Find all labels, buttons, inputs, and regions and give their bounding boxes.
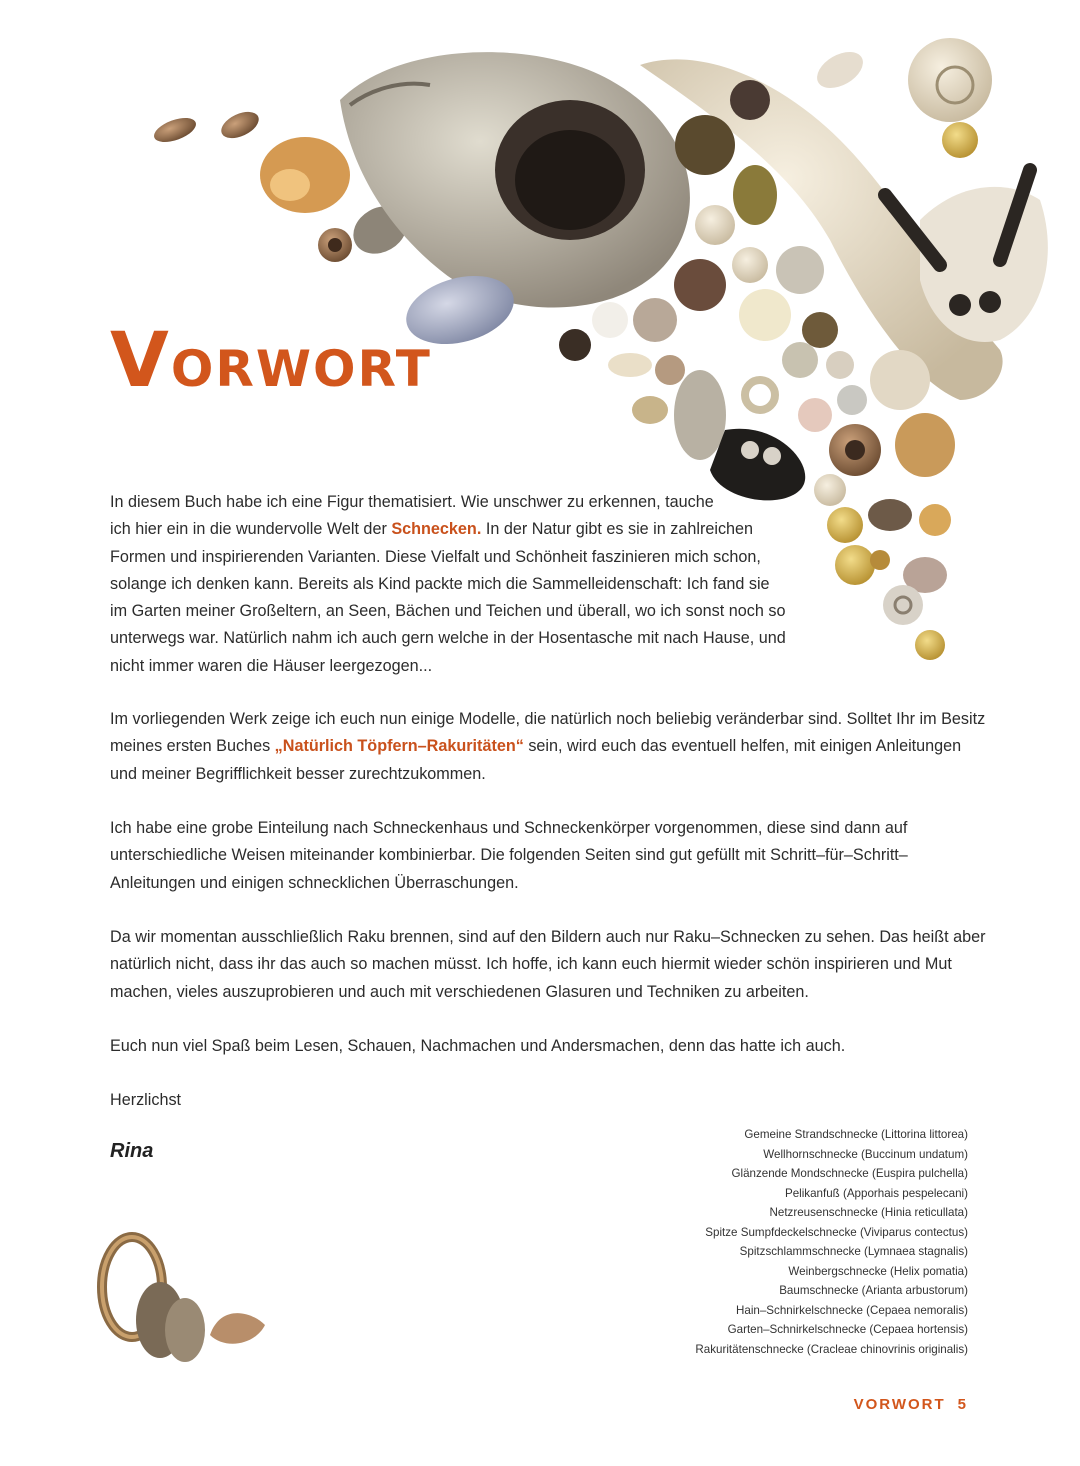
text-line: Da wir momentan ausschließlich Raku brennen, sind auf den Bildern auch nur Raku–Schnecken zu sehen. Das heißt aber [110,928,986,946]
title-rest: ORWORT [170,340,432,398]
text-line: ich hier ein in die wundervolle Welt der Schnecken. In der Natur gibt es sie in zahlreichen [110,520,754,539]
footer-section-label: VORWORT [853,1396,946,1413]
text-line: Herzlichst [110,1091,182,1109]
text-line: nicht immer waren die Häuser leergezogen... [110,656,433,675]
text-line: unterschiedliche Weisen miteinander kombinierbar. Die folgenden Seiten sind gut gefüllt mit Schritt–für–Schritt– [110,846,908,865]
text-line: solange ich denken kann. Bereits als Kind packte mich die Sammelleidenschaft: Ich fand sie [110,574,770,593]
species-item: Garten–Schnirkelschnecke (Cepaea hortensis) [727,1323,968,1336]
text-line: und meiner Begrifflichkeit besser zurechtzukommen. [110,764,486,783]
text-line: unterwegs war. Natürlich nahm ich auch gern welche in der Hosentasche mit nach Hause, und [110,629,786,648]
author-signature: Rina [110,1140,154,1162]
species-item: Pelikanfuß (Apporhais pespelecani) [784,1186,968,1200]
greeting [110,1087,181,1114]
text-line: Anleitungen und einigen schnecklichen Überraschungen. [110,873,519,892]
paragraph-raku [110,924,986,1006]
species-item: Baumschnecke (Arianta arbustorum) [779,1284,968,1297]
text-line: Im vorliegenden Werk zeige ich euch nun einige Modelle, die natürlich noch beliebig veränderbar sind. Solltet Ihr im Besitz [110,710,986,728]
text-line: im Garten meiner Großeltern, an Seen, Bächen und Teichen und überall, wo ich sonst noch so [110,602,786,621]
text-line: meines ersten Buches „Natürlich Töpfern–Rakuritäten“ sein, wird euch das eventuell helfen, mit einigen Anleitungen [110,737,962,756]
paragraph-closing [110,1033,845,1060]
paragraph-intro [110,489,786,680]
species-item: Netzreusenschnecke (Hinia reticullata) [769,1206,968,1219]
species-item: Wellhornschnecke (Buccinum undatum) [763,1147,968,1161]
species-list [695,1125,968,1359]
species-item: Weinbergschnecke (Helix pomatia) [788,1264,968,1278]
page-number: 5 [957,1396,968,1413]
highlight-book-title: „Natürlich Töpfern–Rakuritäten“ [274,737,524,756]
text-line: Ich habe eine grobe Einteilung nach Schneckenhaus und Schneckenkörper vorgenommen, diese sind dann auf [110,819,908,837]
small-shells-image [90,1225,280,1370]
species-item: Gemeine Strandschnecke (Littorina littorea) [744,1128,968,1141]
text-line: Formen und inspirierenden Varianten. Diese Vielfalt und Schönheit faszinieren mich schon, [110,547,761,566]
text-line: natürlich nicht, dass ihr das auch so machen müsst. Ich hoffe, ich kann euch hiermit wieder schön inspirieren und Mut [110,955,952,974]
page-title [110,315,432,404]
highlight-term: Schnecken. [391,520,482,539]
text-line: Euch nun viel Spaß beim Lesen, Schauen, Nachmachen und Andersmachen, denn das hatte ich auch. [110,1037,846,1055]
species-item: Hain–Schnirkelschnecke (Cepaea nemoralis) [736,1303,968,1317]
species-item: Rakuritätenschnecke (Cracleae chinovrinis originalis) [695,1342,968,1356]
text-line: In diesem Buch habe ich eine Figur thematisiert. Wie unschwer zu erkennen, tauche [110,493,714,511]
text-line: machen, vieles auszuprobieren und auch mit verschiedenen Glasuren und Techniken zu arbeiten. [110,982,809,1001]
species-item: Spitze Sumpfdeckelschnecke (Viviparus contectus) [705,1225,968,1239]
title-initial: V [110,315,171,404]
paragraph-models [110,706,985,788]
page-footer [854,1396,968,1413]
species-item: Spitzschlammschnecke (Lymnaea stagnalis) [739,1245,968,1258]
paragraph-structure [110,815,908,897]
species-item: Glänzende Mondschnecke (Euspira pulchella) [731,1167,968,1180]
